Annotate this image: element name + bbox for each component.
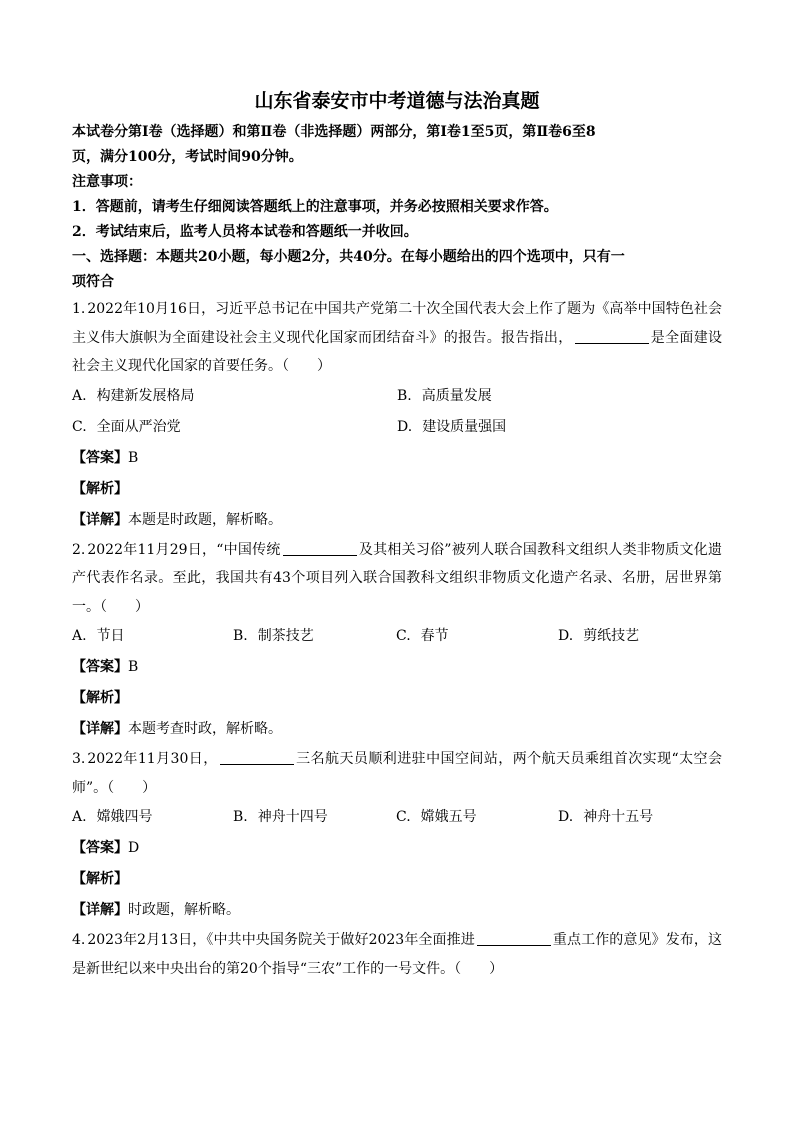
analysis-line: 【解析】 [72,871,128,887]
option-c: C. 全面从严治党 [72,418,181,435]
intro-line-1: 本试卷分第Ⅰ卷（选择题）和第Ⅱ卷（非选择题）两部分，第Ⅰ卷1至5页，第Ⅱ卷6至8 [72,124,596,140]
question-stem [72,745,722,802]
question-number: 4. [72,932,86,948]
detail-line: 【详解】本题是时政题，解析略。 [72,511,282,528]
options-grid [72,802,722,833]
option-b: B. 高质量发展 [397,387,492,404]
question-3 [72,745,722,926]
question-text-a: 2022年11月29日，“中国传统 [87,541,281,558]
question-1 [72,295,722,536]
question-stem [72,295,722,381]
answer-line: 【答案】B [72,659,139,675]
fill-blank [220,750,294,765]
exam-page [72,86,722,983]
fill-blank [283,541,357,556]
option-b: B. 制茶技艺 [233,628,314,644]
option-a: A. 嫦娥四号 [72,809,153,825]
option-b: B. 神舟十四号 [233,809,328,825]
option-d: D. 神舟十五号 [558,809,654,825]
options-grid [72,621,722,652]
option-a: A. 构建新发展格局 [72,387,195,404]
question-number: 1. [72,301,86,317]
option-d: D. 剪纸技艺 [558,628,640,644]
fill-blank [575,329,649,344]
question-stem [72,536,722,622]
fill-blank [477,931,551,946]
analysis-line: 【解析】 [72,690,128,706]
answer-line: 【答案】B [72,449,139,466]
question-text-a: 2022年11月30日， [87,751,218,767]
option-a: A. 节日 [72,628,125,644]
question-number: 2. [72,541,86,558]
question-text-a: 2023年2月13日，《中共中央国务院关于做好2023年全面推进 [87,932,475,948]
detail-line: 【详解】时政题，解析略。 [72,902,240,918]
question-text-b: 三名航天员顺利进驻中国空间站，两个航天员乘组首次实现“太空会师”。（ ） [72,751,722,796]
answer-value: D [128,840,140,856]
option-d: D. 建设质量强国 [397,418,507,435]
answer-value: B [128,449,139,466]
section-heading-line-2: 项符合 [72,274,114,290]
section-heading-line-1: 一、选择题：本题共20小题，每小题2分，共40分。在每小题给出的四个选项中，只有一 [72,249,625,265]
question-text-b: 及其相关习俗”被列人联合国教科文组织人类非物质文化遗产代表作名录。至此，我国共有43个项目列入联合国教科文组织非物质文化遗产名录、名册，居世界第一。（ ） [72,541,722,615]
notice-item-1: 1．答题前，请考生仔细阅读答题纸上的注意事项，并务必按照相关要求作答。 [72,199,558,215]
question-text-a: 2022年10月16日，习近平总书记在中国共产党第二十次全国代表大会上作了题为《高举中国特色社会主义伟大旗帜为全面建设社会主义现代化国家而团结奋斗》的报告。报告指出， [72,301,722,346]
detail-line: 【详解】本题考查时政，解析略。 [72,721,282,737]
options-grid [72,381,722,443]
option-c: C. 嫦娥五号 [396,809,477,825]
question-text-b: 重点工作的意见》发布，这是新世纪以来中央出台的第20个指导“三农”工作的一号文件。（ ） [72,932,722,977]
intro-line-2: 页，满分100分，考试时间90分钟。 [72,149,303,165]
analysis-line: 【解析】 [72,480,128,497]
page-title: 山东省泰安市中考道德与法治真题 [254,90,540,112]
answer-value: B [128,659,139,675]
question-2 [72,536,722,746]
question-4 [72,926,722,983]
question-stem [72,926,722,983]
option-c: C. 春节 [396,628,449,644]
question-number: 3. [72,751,86,767]
notice-heading: 注意事项： [72,174,142,190]
question-text-b: 是全面建设社会主义现代化国家的首要任务。（ ） [72,329,723,374]
answer-line: 【答案】D [72,840,140,856]
notice-item-2: 2．考试结束后，监考人员将本试卷和答题纸一并收回。 [72,224,418,240]
